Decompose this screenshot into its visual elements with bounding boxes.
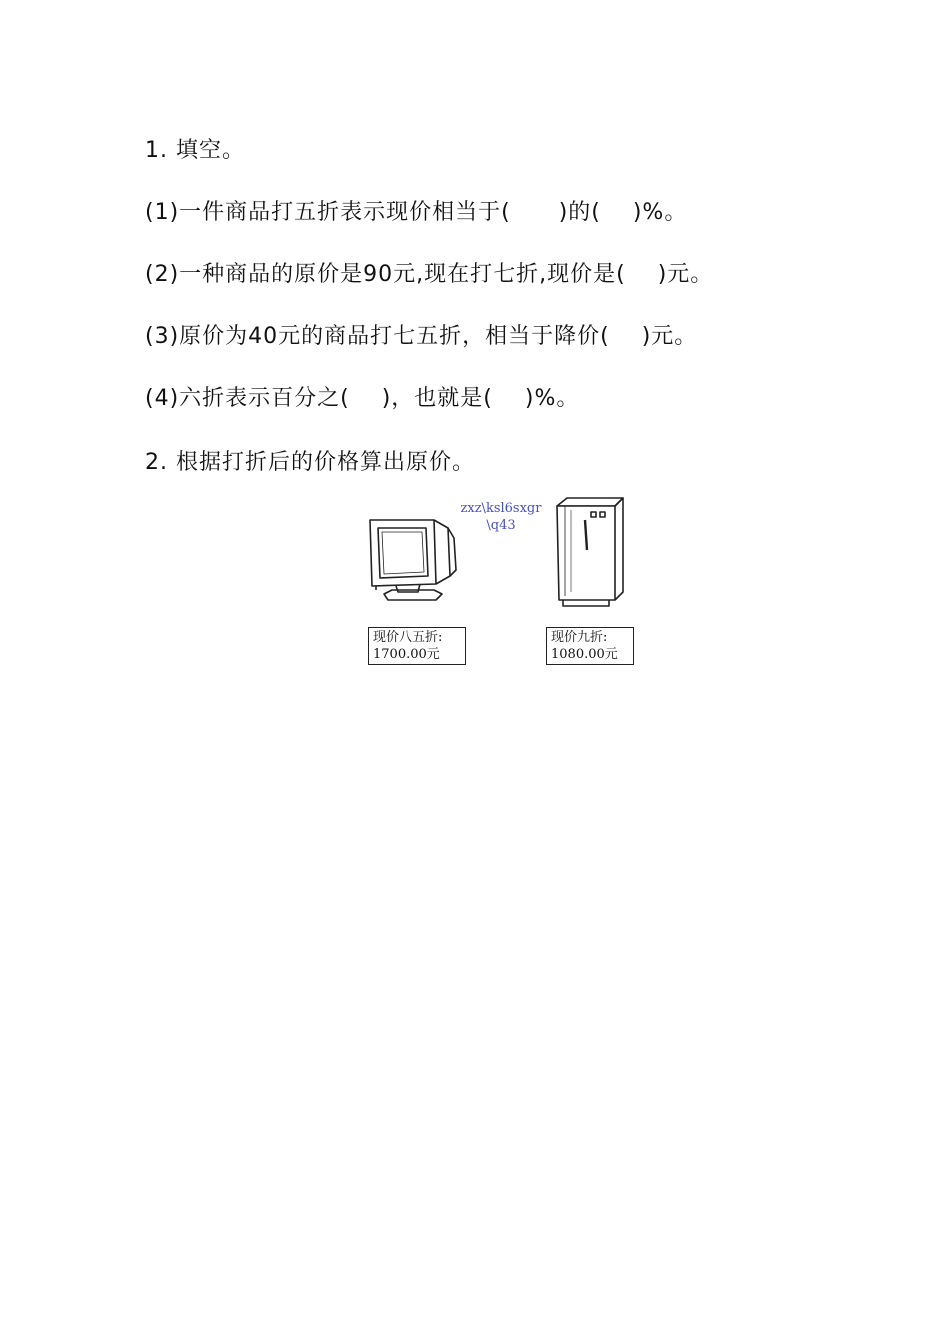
question-1-title: 1. 填空。: [145, 138, 245, 163]
question-1-item-4: (4)六折表示百分之( )，也就是( )%。: [145, 386, 580, 411]
watermark-line-1: zxz\ksl6sxgr: [460, 501, 542, 516]
fridge-price-tag: [546, 627, 634, 665]
question-1-item-2: (2)一种商品的原价是90元,现在打七折,现价是( )元。: [145, 262, 714, 287]
monitor-icon: [362, 514, 462, 604]
watermark-line-2: \q43: [486, 518, 516, 533]
question-1-item-3: (3)原价为40元的商品打七五折，相当于降价( )元。: [145, 324, 698, 349]
fridge-price-value: 1080.00元: [551, 647, 618, 662]
fridge-price-discount: 现价九折:: [551, 630, 608, 645]
monitor-price-tag: [368, 627, 466, 665]
refrigerator-icon: [553, 496, 625, 608]
question-1-item-1: (1)一件商品打五折表示现价相当于( )的( )%。: [145, 200, 688, 225]
monitor-price-discount: 现价八五折:: [373, 630, 443, 645]
question-2-title: 2. 根据打折后的价格算出原价。: [145, 450, 475, 475]
monitor-price-value: 1700.00元: [373, 647, 440, 662]
watermark-text: [456, 500, 546, 534]
